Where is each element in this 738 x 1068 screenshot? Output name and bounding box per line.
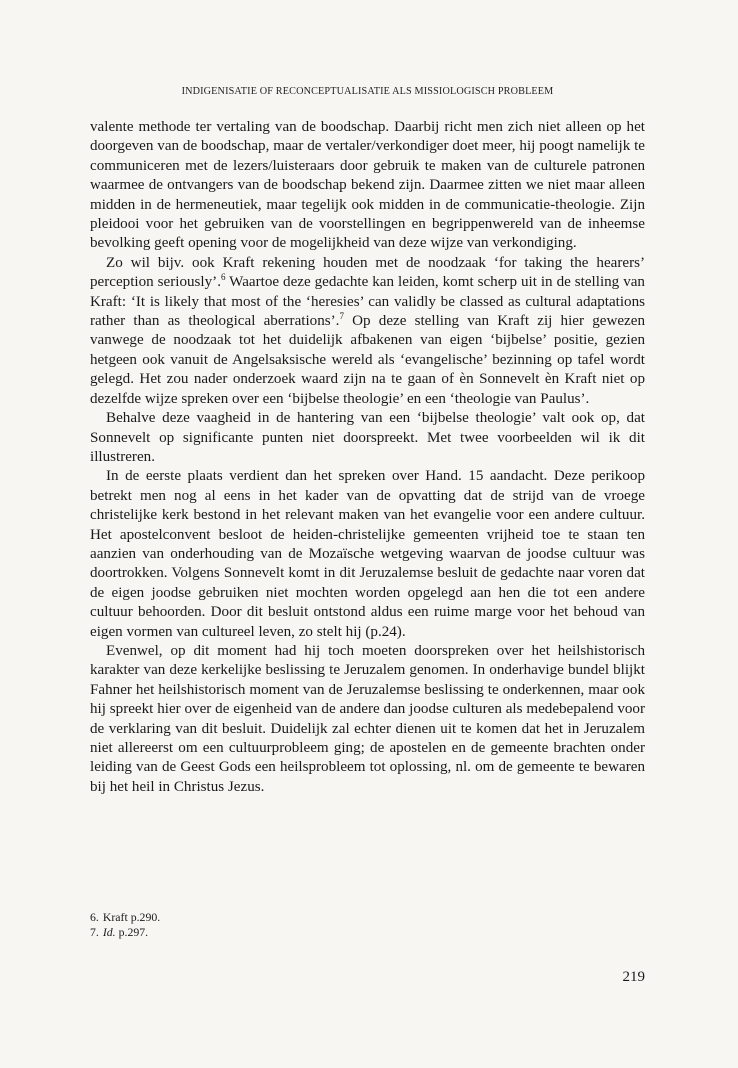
- paragraph-text: Zo wil bijv. ook Kraft rekening houden met de noodzaak ‘for taking the hearers’ perception seriously’.: [90, 254, 645, 291]
- paragraph: [90, 118, 645, 254]
- footnote-ref: 7: [339, 311, 344, 322]
- paragraph-text: valente methode ter vertaling van de boodschap. Daarbij richt men zich niet alleen op het doorgeven van de boodschap, maar de vertaler/verkondiger doet meer, hij poogt namelijk te communiceren met de lezers/luisteraars door gebruik te maken van de culturele patronen waarmee de ontvangers van de boodschap bekend zijn. Daarmee zitten we niet maar alleen midden in de hermeneutiek, maar tegelijk ook midden in de communicatie-theologie. Zijn pleidooi voor het gebruiken van de voorstellingen en begrippenwereld van de inheemse bevolking geeft opening voor de mogelijkheid van deze wijze van verkondiging.: [90, 119, 645, 252]
- footnote-text: Id.: [102, 925, 116, 939]
- footnote: [90, 925, 645, 940]
- footnote-text: p.297.: [115, 925, 149, 939]
- footnote-ref: 6: [220, 272, 226, 283]
- paragraph: [90, 409, 645, 467]
- footnotes: [90, 910, 645, 940]
- paragraph-text: In de eerste plaats verdient dan het spreken over Hand. 15 aandacht. Deze perikoop betrekt men nog al eens in het kader van de opvatting dat de strijd van de vroege christelijke kerk bestond in het relevant maken van het evangelie voor een andere cultuur. Het apostelconvent besloot de heiden-christelijke gemeenten vrijheid toe te staan ten aanzien van onderhouding van de Mozaïsche wetgeving waarvan de joodse cultuur was doortrokken. Volgens Sonnevelt komt in dit Jeruzalemse besluit de gedachte naar voren dat de eigen joodse gebruiken niet mochten worden opgelegd aan hen die tot een andere cultuur behoorden. Door dit besluit ontstond aldus een ruime marge voor het behoud van eigen vormen van cultureel leven, zo stelt hij (p.24).: [90, 468, 645, 640]
- footnote: [90, 910, 645, 925]
- page-number: 219: [622, 969, 645, 985]
- paragraph-text: Waartoe deze gedachte kan leiden, komt scherp uit in de stelling van Kraft: ‘It is likely that most of the ‘heresies’ can validly be classed as cultural adaptations rather than as theological aberrations’.: [90, 274, 645, 330]
- running-head: INDIGENISATIE OF RECONCEPTUALISATIE ALS MISSIOLOGISCH PROBLEEM: [181, 86, 554, 97]
- paragraph: [90, 467, 645, 642]
- paragraph-text: Evenwel, op dit moment had hij toch moeten doorspreken over het heilshistorisch karakter van deze kerkelijke beslissing te Jeruzalem genomen. In onderhavige bundel blijkt Fahner het heilshistorisch moment van de Jeruzalemse beslissing te onderkennen, maar ook hij spreekt hier over de eigenheid van de andere dan joodse culturen als medebepalend voor de verklaring van dit besluit. Duidelijk zal echter dienen uit te komen dat het in Jeruzalem niet allereerst om een cultuurprobleem ging; de apostelen en de gemeente brachten onder leiding van de Geest Gods een heilsprobleem tot oplossing, nl. om de gemeente te bewaren bij het heil in Christus Jezus.: [90, 642, 645, 795]
- paragraph: [90, 642, 645, 797]
- footnote-number: 7.: [90, 925, 99, 939]
- footnote-text: Kraft p.290.: [102, 910, 161, 924]
- paragraph-text: Op deze stelling van Kraft zij hier gewezen vanwege de noodzaak tot het duidelijk afbakenen van eigen ‘bijbelse’ positie, gezien hetgeen ook vanuit de Angelsaksische wereld als ‘evangelische’ bezinning op tafel wordt gelegd. Het zou nader onderzoek waard zijn na te gaan of èn Sonnevelt èn Kraft niet op dezelfde wijze spreken over een ‘bijbelse theologie’ en een ‘theologie van Paulus’.: [90, 313, 645, 407]
- paragraph-text: Behalve deze vaagheid in de hantering van een ‘bijbelse theologie’ valt ook op, dat Sonnevelt op significante punten niet doorspreekt. Met twee voorbeelden wil ik dit illustreren.: [90, 410, 645, 465]
- body-text: [90, 118, 645, 797]
- footnote-number: 6.: [90, 910, 99, 924]
- paragraph: [90, 254, 645, 409]
